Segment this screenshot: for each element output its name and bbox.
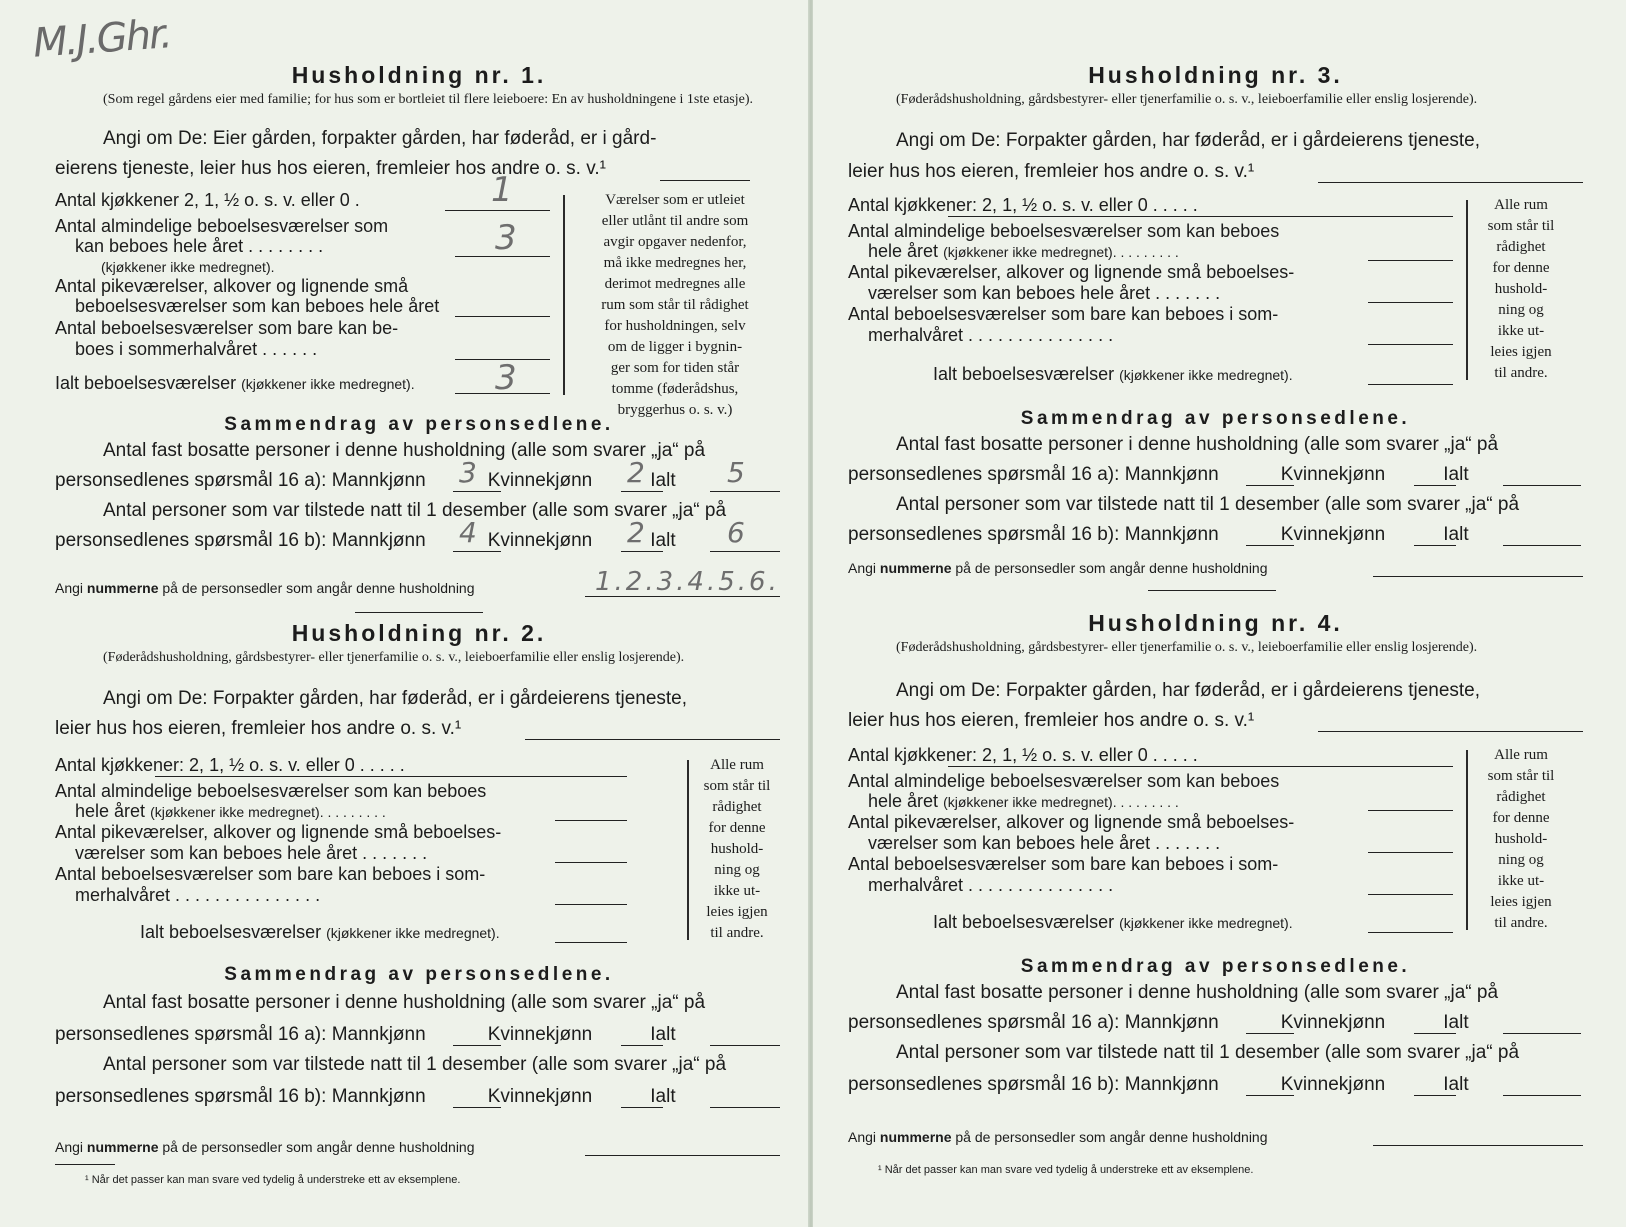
h2-summary-title: Sammendrag av personsedlene.	[224, 964, 614, 985]
household-4-title: Husholdning nr. 4.	[1088, 610, 1343, 636]
household-3-title: Husholdning nr. 3.	[1088, 62, 1343, 88]
footnote-right: ¹ Når det passer kan man svare ved tydelig å understreke ett av eksemplene.	[878, 1164, 1254, 1176]
handwritten-archive-mark: M.J.Ghr.	[31, 11, 173, 67]
h1-rooms-label-2: kan beboes hele året . . . . . . . .	[75, 236, 324, 256]
h3-summary-a-line1: Antal fast bosatte personer i denne husholdning (alle som svarer „ja“ på	[896, 434, 1499, 455]
footnote-rule-left	[55, 1164, 115, 1165]
h4-total-line	[1368, 932, 1453, 933]
h1-a-total-line	[710, 491, 780, 492]
household-2-tenure-line	[525, 739, 780, 740]
h4-b-male-line	[1246, 1095, 1294, 1096]
h4-summary-b-line2: personsedlenes spørsmål 16 b): Mannkjønn Kvinnekjønn Ialt	[848, 1074, 1469, 1095]
h3-summer-label-2: merhalvåret . . . . . . . . . . . . . . .	[868, 325, 1114, 345]
household-4-tenure-line	[1318, 731, 1583, 732]
h3-summer-label-1: Antal beboelsesværelser som bare kan beboes i som-	[848, 304, 1279, 324]
h2-rooms-line	[555, 820, 627, 821]
h4-kitchens-label: Antal kjøkkener: 2, 1, ½ o. s. v. eller 0 . . . . .	[848, 745, 1198, 765]
h4-summary-title: Sammendrag av personsedlene.	[1020, 956, 1411, 977]
h2-summer-label-2: merhalvåret . . . . . . . . . . . . . . .	[75, 885, 321, 905]
h1-a-male-line	[453, 491, 501, 492]
h4-rooms-line	[1368, 810, 1453, 811]
household-4-angi-line2: leier hus hos eieren, fremleier hos andre o. s. v.¹	[848, 710, 1255, 731]
h1-summary-b-line2: personsedlenes spørsmål 16 b): Mannkjønn Kvinnekjønn Ialt	[55, 530, 676, 551]
h3-summary-b-line2: personsedlenes spørsmål 16 b): Mannkjønn Kvinnekjønn Ialt	[848, 524, 1469, 545]
h3-maid-label-1: Antal pikeværelser, alkover og lignende små beboelses-	[848, 262, 1295, 282]
h2-summary-a-line1: Antal fast bosatte personer i denne husholdning (alle som svarer „ja“ på	[103, 992, 706, 1013]
household-4-note: (Føderådshusholdning, gårdsbestyrer- eller tjenerfamilie o. s. v., leieboerfamilie eller enslig losjerende).	[896, 640, 1478, 655]
h2-summary-a-line2: personsedlenes spørsmål 16 a): Mannkjønn Kvinnekjønn Ialt	[55, 1024, 676, 1045]
h4-summer-label-2: merhalvåret . . . . . . . . . . . . . . .	[868, 875, 1114, 895]
h4-maid-label-1: Antal pikeværelser, alkover og lignende små beboelses-	[848, 812, 1295, 832]
household-2-note-box: Alle rum som står til rådighet for denne hushold- ning og ikke ut- leies igjen til andre.	[703, 757, 771, 941]
household-4-angi-line1: Angi om De: Forpakter gården, har føderåd, er i gårdeierens tjeneste,	[896, 680, 1481, 701]
h3-rooms-line	[1368, 260, 1453, 261]
household-2-brace	[687, 760, 689, 940]
h4-b-total-line	[1503, 1095, 1581, 1096]
h4-a-total-line	[1503, 1033, 1581, 1034]
h2-summary-b-line1: Antal personer som var tilstede natt til 1 desember (alle som svarer „ja“ på	[103, 1054, 727, 1075]
h3-kitchens-label: Antal kjøkkener: 2, 1, ½ o. s. v. eller 0 . . . . .	[848, 195, 1198, 215]
h1-kitchens-value: 1	[491, 170, 513, 210]
right-page	[813, 0, 1626, 1227]
h4-a-male-line	[1246, 1033, 1294, 1034]
household-1-title: Husholdning nr. 1.	[291, 62, 547, 88]
h1-kitchens-label: Antal kjøkkener 2, 1, ½ o. s. v. eller 0 .	[55, 190, 360, 210]
h2-maid-line	[555, 862, 627, 863]
h2-b-total-line	[710, 1107, 780, 1108]
h4-kitchens-line	[948, 766, 1453, 767]
h1-a-male-value: 3	[459, 456, 477, 489]
household-1-note: (Som regel gårdens eier med familie; for hus som er bortleiet til flere leieboere: En av husholdningene i 1ste etasje).	[103, 92, 754, 107]
h4-rooms-label-2: hele året (kjøkkener ikke medregnet). . . . . . . . .	[868, 791, 1179, 811]
h4-maid-line	[1368, 852, 1453, 853]
household-1-brace	[563, 195, 565, 395]
household-3-note: (Føderådshusholdning, gårdsbestyrer- eller tjenerfamilie o. s. v., leieboerfamilie eller enslig losjerende).	[896, 92, 1478, 107]
h1-b-female-value: 2	[627, 516, 645, 549]
household-4-brace	[1466, 750, 1468, 930]
h3-rooms-label-2: hele året (kjøkkener ikke medregnet). . . . . . . . .	[868, 241, 1179, 261]
household-2-title: Husholdning nr. 2.	[291, 620, 547, 646]
h4-total-label: Ialt beboelsesværelser (kjøkkener ikke medregnet).	[933, 912, 1293, 932]
h2-summer-label-1: Antal beboelsesværelser som bare kan beboes i som-	[55, 864, 486, 884]
h2-rooms-label-1: Antal almindelige beboelsesværelser som kan beboes	[55, 781, 487, 801]
h3-a-male-line	[1246, 485, 1294, 486]
household-3-note-box: Alle rum som står til rådighet for denne hushold- ning og ikke ut- leies igjen til andre.	[1487, 197, 1555, 381]
h3-numbers-label: Angi nummerne på de personsedler som angår denne husholdning	[848, 560, 1268, 576]
h1-a-female-value: 2	[627, 456, 645, 489]
household-3-tenure-line	[1318, 182, 1583, 183]
h3-total-label: Ialt beboelsesværelser (kjøkkener ikke medregnet).	[933, 364, 1293, 384]
h1-summer-label-2: boes i sommerhalvåret . . . . . .	[75, 339, 318, 359]
h2-maid-label-1: Antal pikeværelser, alkover og lignende små beboelses-	[55, 822, 502, 842]
h2-rooms-label-2: hele året (kjøkkener ikke medregnet). . . . . . . . .	[75, 801, 386, 821]
h1-total-value: 3	[495, 358, 517, 398]
household-1-angi-line2: eierens tjeneste, leier hus hos eieren, fremleier hos andre o. s. v.¹	[55, 158, 606, 179]
h4-rooms-label-1: Antal almindelige beboelsesværelser som kan beboes	[848, 771, 1280, 791]
h2-kitchens-line	[155, 776, 627, 777]
h4-b-female-line	[1414, 1095, 1456, 1096]
h2-a-female-line	[621, 1045, 663, 1046]
h4-summary-b-line1: Antal personer som var tilstede natt til 1 desember (alle som svarer „ja“ på	[896, 1042, 1520, 1063]
h3-b-male-line	[1246, 545, 1294, 546]
h2-numbers-label: Angi nummerne på de personsedler som angår denne husholdning	[55, 1139, 475, 1155]
household-2-angi-line1: Angi om De: Forpakter gården, har føderåd, er i gårdeierens tjeneste,	[103, 688, 688, 709]
h4-summary-a-line1: Antal fast bosatte personer i denne husholdning (alle som svarer „ja“ på	[896, 982, 1499, 1003]
h3-a-female-line	[1414, 485, 1456, 486]
h1-a-total-value: 5	[727, 456, 745, 489]
household-2-angi-line2: leier hus hos eieren, fremleier hos andre o. s. v.¹	[55, 718, 462, 739]
household-3-angi-line1: Angi om De: Forpakter gården, har føderåd, er i gårdeierens tjeneste,	[896, 130, 1481, 151]
h3-separator	[1148, 590, 1276, 591]
h3-summary-title: Sammendrag av personsedlene.	[1020, 408, 1411, 429]
h3-b-female-line	[1414, 545, 1456, 546]
h2-total-line	[555, 942, 627, 943]
h1-separator	[355, 612, 483, 613]
h3-total-line	[1368, 384, 1453, 385]
h4-summer-label-1: Antal beboelsesværelser som bare kan beboes i som-	[848, 854, 1279, 874]
h1-b-total-value: 6	[727, 516, 745, 549]
h1-summer-label-1: Antal beboelsesværelser som bare kan be-	[55, 318, 399, 338]
h1-summary-title: Sammendrag av personsedlene.	[224, 414, 614, 435]
h2-kitchens-label: Antal kjøkkener: 2, 1, ½ o. s. v. eller 0 . . . . .	[55, 755, 405, 775]
h2-total-label: Ialt beboelsesværelser (kjøkkener ikke medregnet).	[140, 922, 500, 942]
household-2-note: (Føderådshusholdning, gårdsbestyrer- eller tjenerfamilie o. s. v., leieboerfamilie eller enslig losjerende).	[103, 650, 685, 665]
h3-b-total-line	[1503, 545, 1581, 546]
h3-numbers-line	[1373, 576, 1583, 577]
left-page	[0, 0, 810, 1227]
h4-numbers-line	[1373, 1145, 1583, 1146]
h4-numbers-label: Angi nummerne på de personsedler som angår denne husholdning	[848, 1129, 1268, 1145]
h2-numbers-line	[585, 1155, 780, 1156]
h1-summary-a-line1: Antal fast bosatte personer i denne husholdning (alle som svarer „ja“ på	[103, 440, 706, 461]
h1-b-female-line	[621, 551, 663, 552]
household-1-tenure-line	[660, 180, 750, 181]
h1-b-total-line	[710, 551, 780, 552]
h3-rooms-label-1: Antal almindelige beboelsesværelser som kan beboes	[848, 221, 1280, 241]
h2-summary-b-line2: personsedlenes spørsmål 16 b): Mannkjønn Kvinnekjønn Ialt	[55, 1086, 676, 1107]
h3-maid-line	[1368, 302, 1453, 303]
household-1-angi-line1: Angi om De: Eier gården, forpakter gården, har føderåd, er i gård-	[103, 128, 657, 149]
h1-summary-b-line1: Antal personer som var tilstede natt til 1 desember (alle som svarer „ja“ på	[103, 500, 727, 521]
h3-summer-line	[1368, 344, 1453, 345]
h3-a-total-line	[1503, 485, 1581, 486]
h1-rooms-label-3: (kjøkkener ikke medregnet).	[101, 259, 275, 275]
h1-maid-label-1: Antal pikeværelser, alkover og lignende små	[55, 276, 409, 296]
h2-summer-line	[555, 904, 627, 905]
h1-numbers-label: Angi nummerne på de personsedler som angår denne husholdning	[55, 580, 475, 596]
h1-total-label: Ialt beboelsesværelser (kjøkkener ikke medregnet).	[55, 373, 415, 393]
h3-summary-a-line2: personsedlenes spørsmål 16 a): Mannkjønn Kvinnekjønn Ialt	[848, 464, 1469, 485]
h2-maid-label-2: værelser som kan beboes hele året . . . . . . .	[75, 843, 428, 863]
h1-rooms-label-1: Antal almindelige beboelsesværelser som	[55, 216, 389, 236]
h3-kitchens-line	[948, 216, 1453, 217]
h1-kitchens-line	[445, 210, 550, 211]
h2-a-male-line	[453, 1045, 501, 1046]
h1-a-female-line	[621, 491, 663, 492]
h1-b-male-line	[453, 551, 501, 552]
h1-maid-label-2: beboelsesværelser som kan beboes hele året	[75, 296, 440, 316]
h3-maid-label-2: værelser som kan beboes hele året . . . . . . .	[868, 283, 1221, 303]
household-1-note-box: Værelser som er utleiet eller utlånt til andre som avgir opgaver nedenfor, må ikke medregnes her, derimot medregnes alle rum som står til rådighet for husholdningen, selv om de ligger i bygnin- ger som for tiden står tomme (føderådshus, bryggerhus o. s. v.)	[601, 192, 749, 418]
h1-b-male-value: 4	[459, 516, 477, 549]
h4-summer-line	[1368, 894, 1453, 895]
h1-numbers-value: 1.2.3.4.5.6.	[595, 567, 780, 597]
h4-a-female-line	[1414, 1033, 1456, 1034]
h4-summary-a-line2: personsedlenes spørsmål 16 a): Mannkjønn Kvinnekjønn Ialt	[848, 1012, 1469, 1033]
h2-b-male-line	[453, 1107, 501, 1108]
household-4-note-box: Alle rum som står til rådighet for denne hushold- ning og ikke ut- leies igjen til andre.	[1487, 747, 1555, 931]
h3-summary-b-line1: Antal personer som var tilstede natt til 1 desember (alle som svarer „ja“ på	[896, 494, 1520, 515]
h1-maid-line	[455, 316, 550, 317]
h1-summary-a-line2: personsedlenes spørsmål 16 a): Mannkjønn Kvinnekjønn Ialt	[55, 470, 676, 491]
h2-a-total-line	[710, 1045, 780, 1046]
h2-b-female-line	[621, 1107, 663, 1108]
footnote-left: ¹ Når det passer kan man svare ved tydelig å understreke ett av eksemplene.	[85, 1174, 461, 1186]
h4-maid-label-2: værelser som kan beboes hele året . . . . . . .	[868, 833, 1221, 853]
h1-rooms-value: 3	[495, 218, 517, 258]
household-3-brace	[1466, 200, 1468, 380]
household-3-angi-line2: leier hus hos eieren, fremleier hos andre o. s. v.¹	[848, 161, 1255, 182]
